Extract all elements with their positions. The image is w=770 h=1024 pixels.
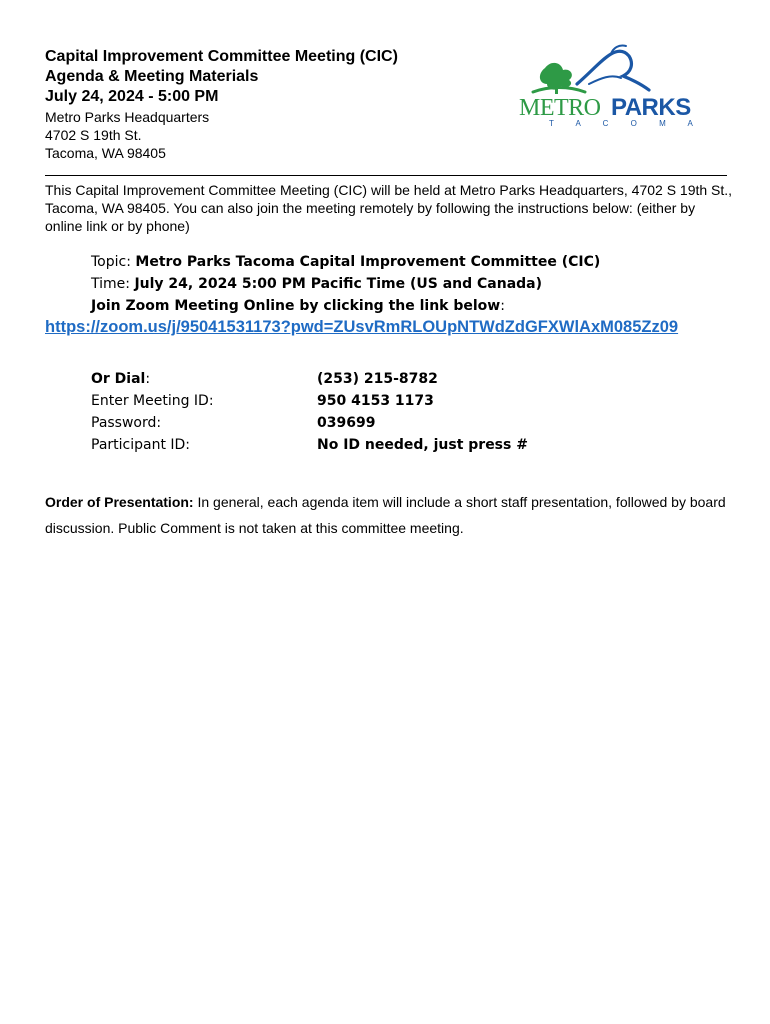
metro-parks-logo-icon [515,40,715,130]
header-divider [45,175,727,176]
metro-parks-logo [515,40,715,130]
order-text: In general, each agenda item will include a short staff presentation, followed by board discussion. Public Comment is not taken at this committee meeting. [45,494,726,536]
logo-metro-text: METRO [519,95,601,121]
zoom-topic [91,251,731,273]
logo-tacoma-text: T A C O M A [549,119,703,128]
meeting-id-label: Enter Meeting ID: [91,393,214,409]
zoom-join-colon: : [500,298,505,314]
participant-id-label: Participant ID: [91,437,191,453]
zoom-meeting-link[interactable]: https://zoom.us/j/95041531173?pwd=ZUsvRmRLOUpNTWdZdGFXWlAxM085Zz09 [45,318,679,336]
address-line-2: 4702 S 19th St. [45,127,142,143]
zoom-topic-value: Metro Parks Tacoma Capital Improvement Committee (CIC) [135,254,601,270]
meeting-subtitle: Agenda & Meeting Materials [45,68,259,85]
meeting-id-value: 950 4153 1173 [317,393,434,409]
address-line-1: Metro Parks Headquarters [45,109,210,125]
zoom-time [91,273,731,295]
password-value: 039699 [317,415,376,431]
zoom-details [91,251,731,317]
document-header [45,47,485,162]
intro-paragraph: This Capital Improvement Committee Meeting (CIC) will be held at Metro Parks Headquarters, 4702 S 19th St., Tacoma, WA 98405. You can also join the meeting remotely by following the instructions below: (either by online link or by phone) [45,182,733,234]
password-label: Password: [91,415,162,431]
dial-in-details [91,368,528,456]
or-dial-label: Or Dial: [91,371,151,387]
zoom-topic-label: Topic: [91,254,136,270]
dial-row-meeting-id [91,390,528,412]
dial-row-password [91,412,528,434]
zoom-time-value: July 24, 2024 5:00 PM Pacific Time (US and Canada) [134,276,543,292]
zoom-time-label: Time: [91,276,135,292]
order-label: Order of Presentation: [45,494,194,510]
zoom-join-label: Join Zoom Meeting Online by clicking the link below [91,298,501,314]
meeting-date: July 24, 2024 - 5:00 PM [45,88,219,105]
address-line-3: Tacoma, WA 98405 [45,145,166,161]
meeting-title: Capital Improvement Committee Meeting (CIC) [45,48,398,65]
participant-id-value: No ID needed, just press # [317,437,528,453]
dial-row-phone [91,368,528,390]
dial-row-participant [91,434,528,456]
logo-parks-text: PARKS [611,94,691,121]
dial-phone-number: (253) 215-8782 [317,371,438,387]
zoom-join-instruction [91,295,731,317]
order-of-presentation [45,489,735,541]
